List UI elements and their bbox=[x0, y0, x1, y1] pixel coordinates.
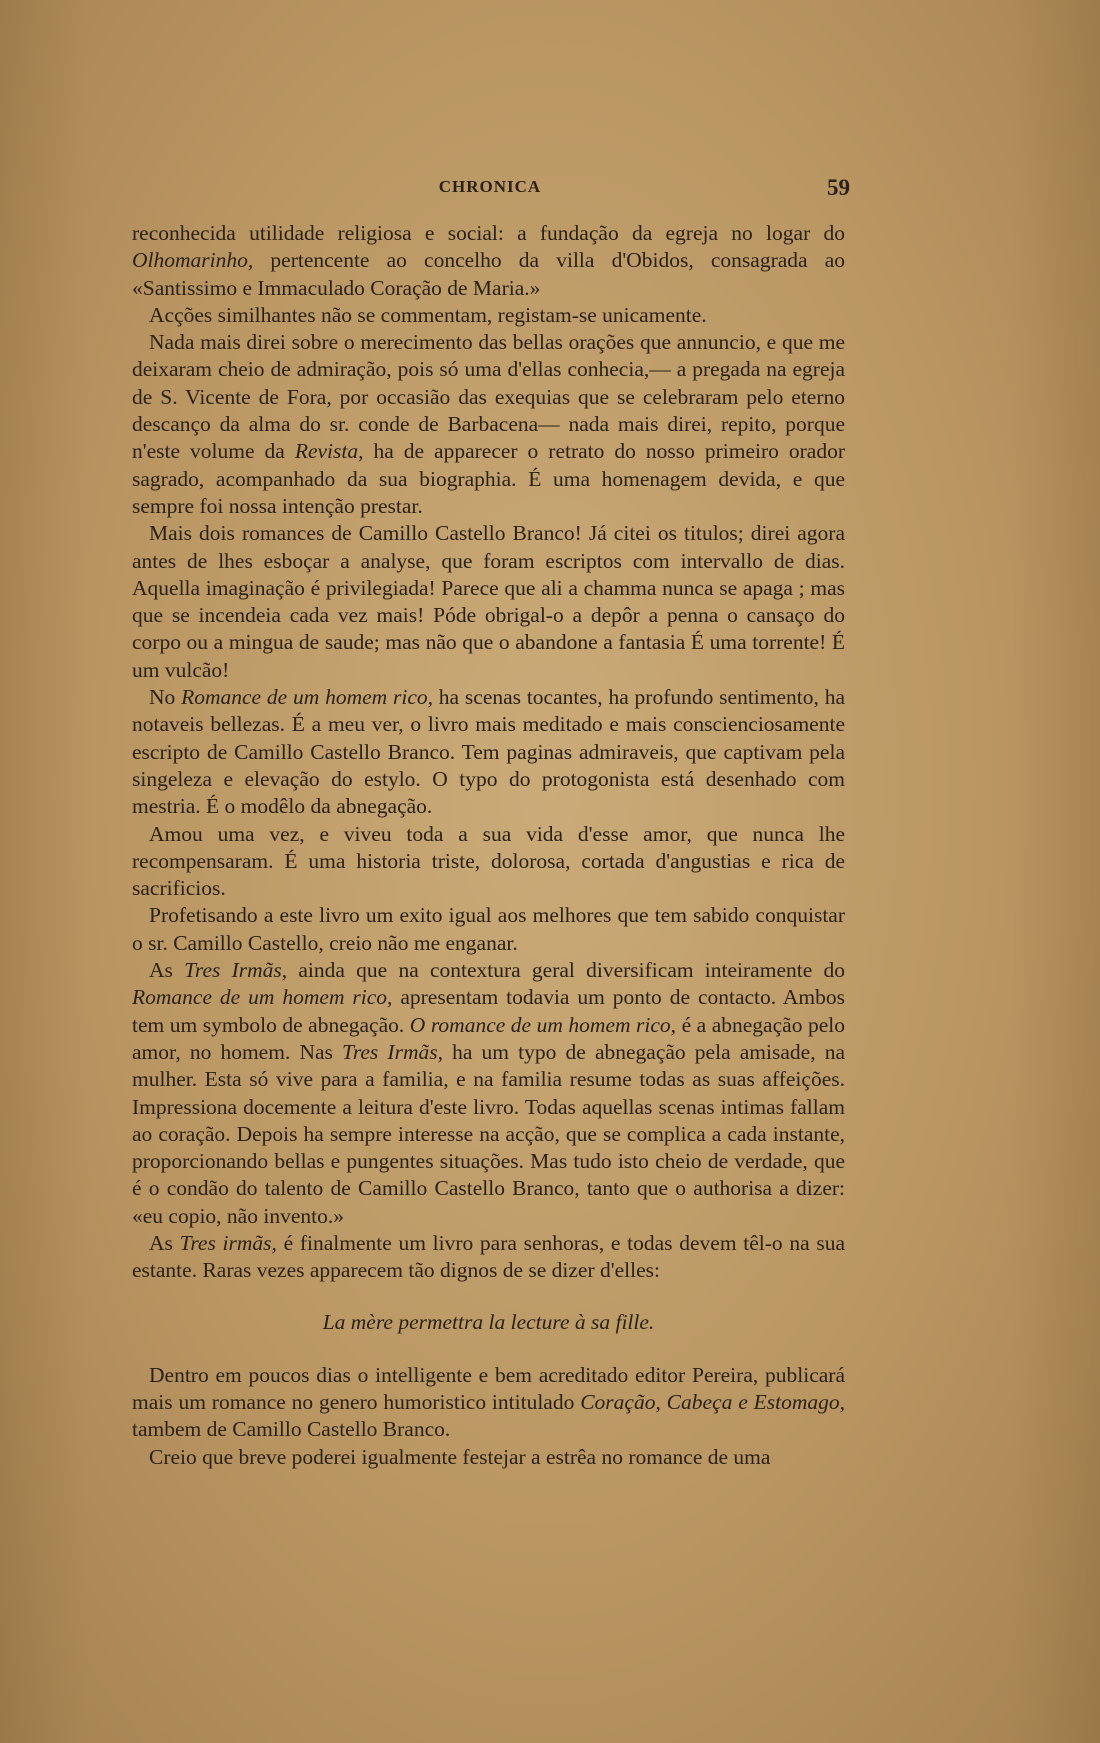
running-title: CHRONICA bbox=[438, 177, 542, 196]
paragraph bbox=[132, 329, 845, 520]
body-text bbox=[132, 220, 845, 1471]
text-run: reconhecida utilidade religiosa e social: a fundação da egreja no logar do bbox=[132, 221, 845, 245]
text-run: La mère permettra la lecture à sa fille. bbox=[322, 1309, 655, 1334]
text-run: pertencente ao concelho da villa d'Obidos, consagrada ao «Santissimo e Immaculado Coração de Maria.» bbox=[132, 248, 845, 300]
paragraph bbox=[132, 957, 845, 1230]
text-run: é finalmente um livro para senhoras, e todas devem têl-o na sua estante. Raras vezes apparecem tão dignos de se dizer d'elles: bbox=[132, 1230, 845, 1283]
text-run: ainda que na contextura geral diversificam inteiramente do bbox=[287, 958, 845, 983]
paragraph bbox=[132, 302, 845, 329]
text-run: Creio que breve poderei igualmente festejar a estrêa no romance de uma bbox=[149, 1444, 771, 1469]
page-header bbox=[130, 175, 850, 207]
text-run: ha scenas tocantes, ha profundo sentimento, ha notaveis bellezas. É a meu ver, o livro mais meditado e mais conscienciosamente escripto de Camillo Castello Branco. Tem paginas admiraveis, que captivam pela singeleza e elevação do estylo. O typo do protogonista está desenhado com mestria. É o modêlo da abnegação. bbox=[132, 685, 845, 819]
text-run: Dentro em poucos dias o intelligente e bem acreditado editor Pereira, publicará mais um romance no genero humoristico intitulado bbox=[132, 1362, 845, 1415]
text-run: As bbox=[149, 958, 185, 983]
paragraph bbox=[132, 1230, 845, 1285]
italic-text: Revista, bbox=[294, 439, 364, 464]
text-run: Acções similhantes não se commentam, registam-se unicamente. bbox=[149, 302, 707, 327]
italic-text: Tres Irmãs, bbox=[184, 958, 288, 983]
paragraph bbox=[132, 684, 845, 820]
italic-text: Romance de um homem rico, bbox=[181, 685, 433, 710]
text-run: é a abnegação pelo amor, no homem. Nas bbox=[132, 1012, 845, 1064]
text-run: ha um typo de abnegação pela amisade, na mulher. Esta só vive para a familia, e na familia resume todas as suas affeições. Impressiona docemente a leitura d'este livro. Todas aquellas scenas intimas fallam ao coração. Depois ha sempre interesse na acção, que se complica a cada instante, proporcionando bellas e pungentes situações. Mas tudo isto cheio de verdade, que é o condão do talento de Camillo Castello Branco, tanto que o authorisa a dizer: «eu copio, não invento.» bbox=[132, 1039, 845, 1228]
page-number: 59 bbox=[827, 175, 850, 200]
text-run: ha de apparecer o retrato do nosso primeiro orador sagrado, acompanhado da sua biographia. É uma homenagem devida, e que sempre foi nossa intenção prestar. bbox=[132, 439, 845, 518]
text-run: Mais dois romances de Camillo Castello Branco! Já citei os titulos; direi agora antes de lhes esboçar a analyse, que foram escriptos com intervallo de dias. Aquella imaginação é privilegiada! Parece que ali a chamma nunca se apaga ; mas que se incendeia cada vez mais! Póde obrigal-o a depôr a penna o cansaço do corpo ou a mingua de saude; mas não que o abandone a fantasia É uma torrente! É um vulcão! bbox=[132, 521, 845, 682]
italic-text: Olhomarinho, bbox=[132, 248, 254, 273]
italic-text: Coração, Cabeça e Estomago, bbox=[580, 1390, 845, 1415]
italic-text: O romance de um homem rico, bbox=[409, 1012, 677, 1037]
paragraph bbox=[132, 520, 845, 684]
paragraph bbox=[132, 902, 845, 957]
quotation bbox=[132, 1309, 845, 1336]
italic-text: Romance de um homem rico, bbox=[132, 985, 393, 1010]
paragraph bbox=[132, 821, 845, 903]
italic-text: Tres Irmãs, bbox=[342, 1039, 443, 1064]
text-run: No bbox=[149, 685, 182, 710]
text-run: Profetisando a este livro um exito igual aos melhores que tem sabido conquistar o sr. Camillo Castello, creio não me enganar. bbox=[132, 903, 845, 955]
paragraph bbox=[132, 220, 845, 302]
paragraph bbox=[132, 1444, 845, 1471]
text-run: As bbox=[149, 1230, 180, 1255]
italic-text: Tres irmãs, bbox=[179, 1230, 277, 1255]
text-run: apresentam todavia um ponto de contacto. Ambos tem um symbolo de abnegação. bbox=[132, 985, 846, 1037]
text-run: Amou uma vez, e viveu toda a sua vida d'esse amor, que nunca lhe recompensaram. É uma historia triste, dolorosa, cortada d'angustias e rica de sacrificios. bbox=[132, 821, 845, 901]
text-run: Nada mais direi sobre o merecimento das bellas orações que annuncio, e que me deixaram cheio de admiração, pois só uma d'ellas conhecia,— a pregada na egreja de S. Vicente de Fora, por occasião das exequias que se celebraram pelo eterno descanço da alma do sr. conde de Barbacena— nada mais direi, repito, porque n'este volume da bbox=[132, 330, 845, 464]
text-run: tambem de Camillo Castello Branco. bbox=[132, 1417, 451, 1442]
paragraph bbox=[132, 1362, 845, 1444]
